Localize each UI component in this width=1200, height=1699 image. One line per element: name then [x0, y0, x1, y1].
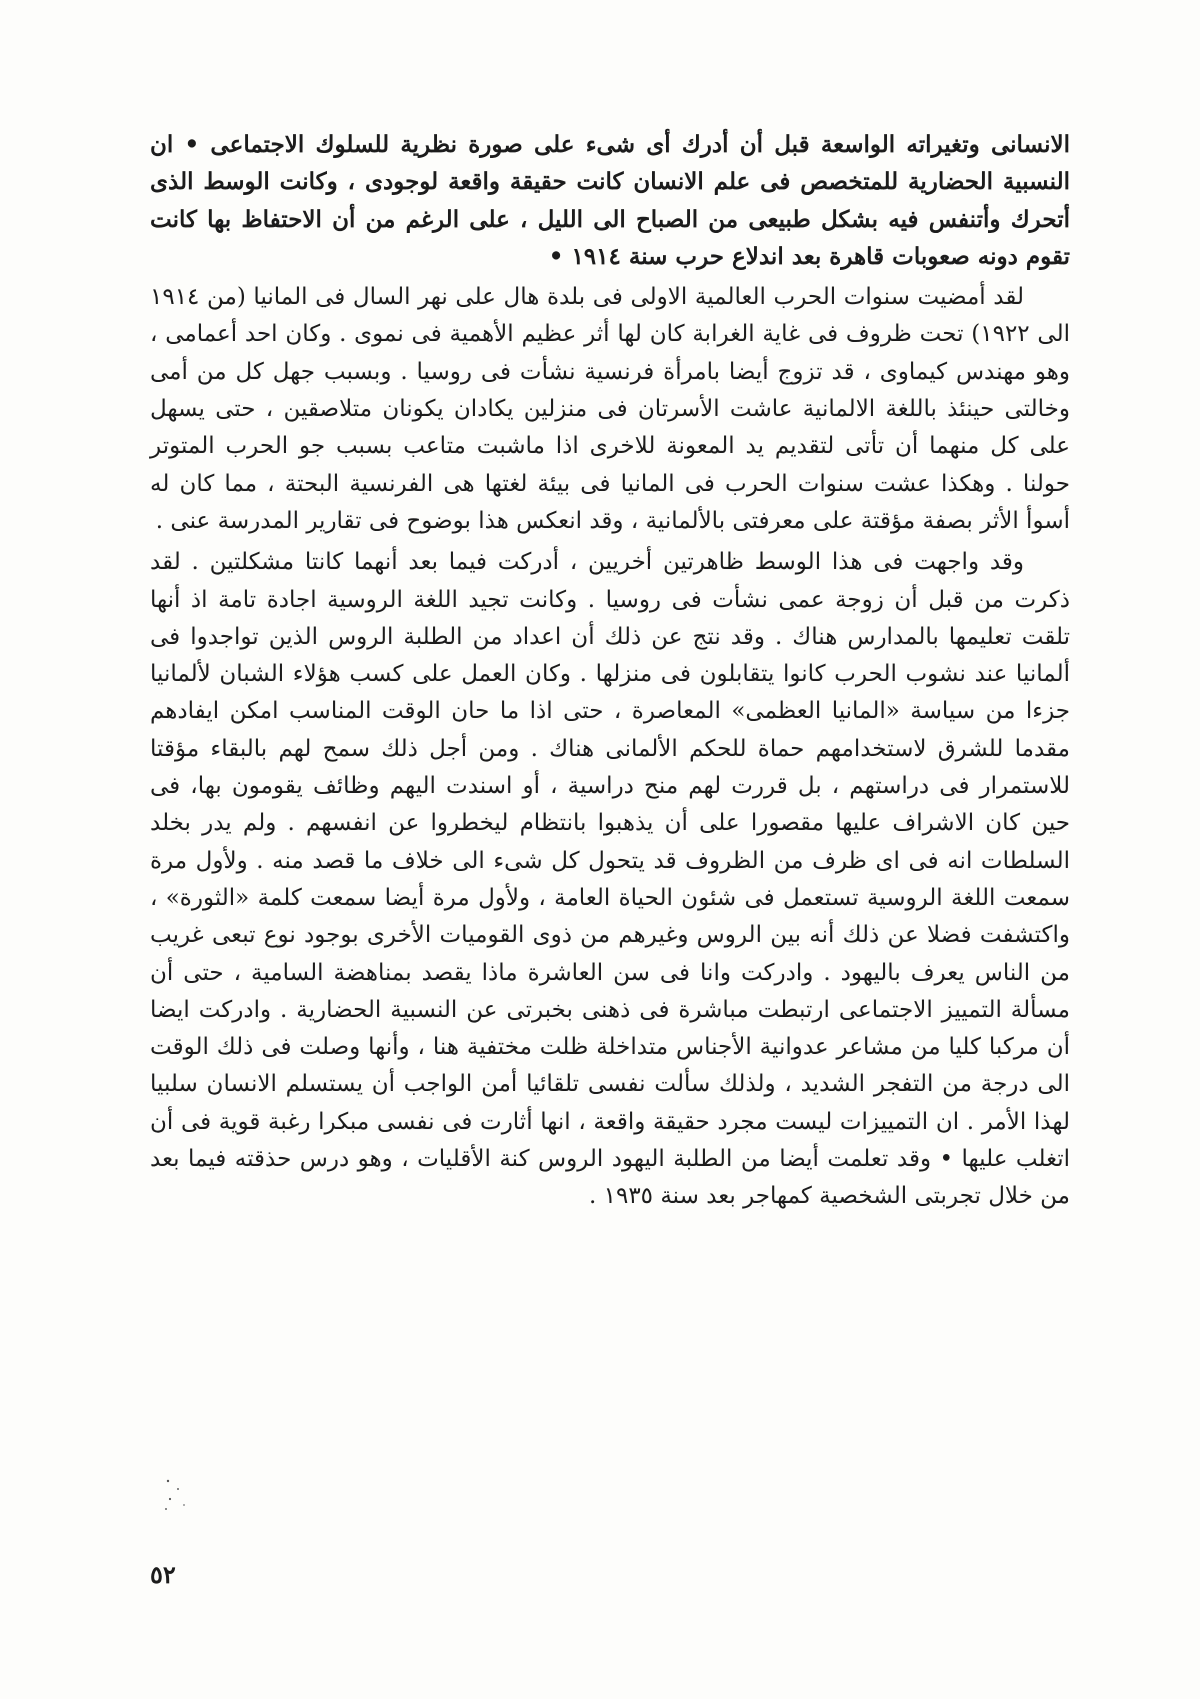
paragraph-2: لقد أمضيت سنوات الحرب العالمية الاولى فى بلدة هال على نهر السال فى المانيا (من ١٩١٤ الى ١٩٢٢) تحت ظروف فى غاية الغرابة كان لها أثر عظيم الأهمية فى نموى . وكان احد أعمامى ، وهو مهندس كيماوى ، قد تزوج أيضا بامرأة فرنسية نشأت فى روسيا . وبسبب جهل كل من أمى وخالتى حينئذ باللغة الالمانية عاشت الأسرتان فى منزلين يكادان يكونان متلاصقين ، حتى يسهل على كل منهما أن تأتى لتقديم يد المعونة للاخرى اذا ماشبت متاعب بسبب جو الحرب المتوتر حولنا . وهكذا عشت سنوات الحرب فى المانيا فى بيئة لغتها هى الفرنسية البحتة ، مما كان له أسوأ الأثر بصفة مؤقتة على معرفتى بالألمانية ، وقد انعكس هذا بوضوح فى تقارير المدرسة عنى .	[150, 284, 1071, 534]
paragraph-3: وقد واجهت فى هذا الوسط ظاهرتين أخريين ، أدركت فيما بعد أنهما كانتا مشكلتين . لقد ذكرت من قبل أن زوجة عمى نشأت فى روسيا . وكانت تجيد اللغة الروسية اجادة تامة اذ أنها تلقت تعليمها بالمدارس هناك . وقد نتج عن ذلك أن اعداد من الطلبة الروس الذين تواجدوا فى ألمانيا عند نشوب الحرب كانوا يتقابلون فى منزلها . وكان العمل على كسب هؤلاء الشبان لألمانيا جزءا من سياسة «المانيا العظمى» المعاصرة ، حتى اذا ما حان الوقت المناسب امكن ايفادهم مقدما للشرق لاستخدامهم حماة للحكم الألمانى هناك . ومن أجل ذلك سمح لهم بالبقاء مؤقتا للاستمرار فى دراستهم ، بل قررت لهم منح دراسية ، أو اسندت اليهم وظائف يقومون بها، فى حين كان الاشراف عليها مقصورا على أن يذهبوا بانتظام ليخطروا عن انفسهم . ولم يدر بخلد السلطات انه فى اى ظرف من الظروف قد يتحول كل شىء الى خلاف ما قصد منه . ولأول مرة سمعت اللغة الروسية تستعمل فى شئون الحياة العامة ، ولأول مرة أيضا سمعت كلمة «الثورة» ، واكتشفت فضلا عن ذلك أنه بين الروس وغيرهم من ذوى القوميات الأخرى بوجود نوع تبعى غريب من الناس يعرف باليهود . وادركت وانا فى سن العاشرة ماذا يقصد بمناهضة السامية ، حتى أن مسألة التمييز الاجتماعى ارتبطت مباشرة فى ذهنى بخبرتى عن النسبية الحضارية . وادركت ايضا أن مركبا كليا من مشاعر عدوانية الأجناس متداخلة ظلت مختفية هنا ، وأنها وصلت فى ذلك الوقت الى درجة من التفجر الشديد ، ولذلك سألت نفسى تلقائيا أمن الواجب أن يستسلم الانسان سلبيا لهذا الأمر . ان التمييزات ليست مجرد حقيقة واقعة ، انها أثارت فى نفسى مبكرا رغبة قوية فى أن اتغلب عليها • وقد تعلمت أيضا من الطلبة اليهود الروس كنة الأقليات ، وهو درس حذقته فيما بعد من خلال تجربتى الشخصية كمهاجر بعد سنة ١٩٣٥ .	[150, 549, 1070, 1210]
scan-specks	[160, 1475, 200, 1515]
paragraph-1: الانسانى وتغيراته الواسعة قبل أن أدرك أى شىء على صورة نظرية للسلوك الاجتماعى • ان النسبية الحضارية للمتخصص فى علم الانسان كانت حقيقة واقعة لوجودى ، وكانت الوسط الذى أتحرك وأتنفس فيه بشكل طبيعى من الصباح الى الليل ، على الرغم من أن الاحتفاظ بها كانت تقوم دونه صعوبات قاهرة بعد اندلاع حرب سنة ١٩١٤ •	[150, 131, 1070, 270]
page-number: ٥٢	[150, 1560, 176, 1589]
body-text	[150, 126, 1070, 1220]
